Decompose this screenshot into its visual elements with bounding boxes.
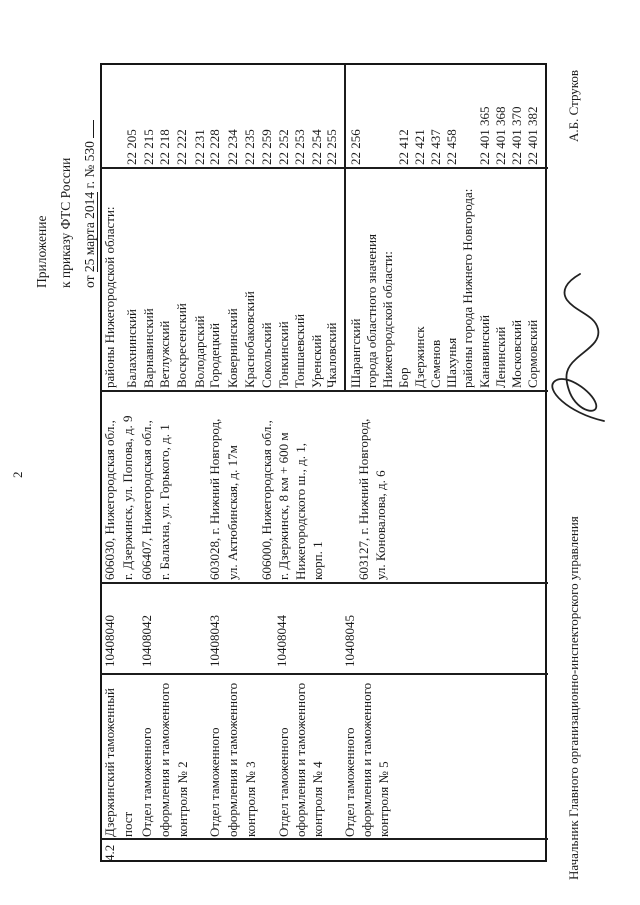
signer-name: А.Б. Струков [566,69,581,142]
district-code: 22 253 [292,129,307,165]
region-note: Нижегородской области: [380,251,395,388]
post-code: 10408043 [207,615,222,667]
table-border-col-name [100,673,548,675]
district-code: 22 401 370 [509,106,524,165]
post-name-line: контроля № 5 [376,761,391,837]
district-name: Сокольский [259,322,274,388]
post-name-line: Отдел таможенного [276,727,291,837]
district-name: Воскресенский [174,303,189,388]
district-name: Чкаловский [324,322,339,388]
district-code: 22 412 [396,129,411,165]
address-line: 606030, Нижегородская обл., [102,420,117,580]
order-prefix: от [82,275,97,288]
post-name-line: оформления и таможенного [225,682,240,837]
district-name: Ковернинский [225,308,240,388]
appendix-header-line2: к приказу ФТС России [58,157,73,288]
district-name: Варнавинский [141,308,156,388]
district-code: 22 458 [444,129,459,165]
district-code: 22 401 368 [493,106,508,165]
district-name: Ленинский [493,326,508,388]
post-name-line: контроля № 2 [175,761,190,837]
district-name: Краснобаковский [242,291,257,388]
district-name: Городецкий [207,322,222,388]
post-name-line: Отдел таможенного [207,727,222,837]
district-name: Тонкинский [276,321,291,388]
district-code: 22 231 [192,129,207,165]
post-code: 10408040 [102,615,117,667]
district-code: 22 235 [242,129,257,165]
order-number-fill-line [82,120,94,138]
district-code: 22 255 [324,129,339,165]
address-line: г. Дзержинск, 8 км + 600 м [276,432,291,580]
district-code: 22 401 365 [477,106,492,165]
address-line: г. Балахна, ул. Горького, д. 1 [157,424,172,580]
region-note: районы города Нижнего Новгорода: [460,188,475,388]
district-name: Володарский [192,315,207,388]
post-name-line: Отдел таможенного [342,727,357,837]
address-line: корп. 1 [310,541,325,580]
district-code: 22 254 [309,129,324,165]
district-code: 22 215 [141,129,156,165]
post-name-line: контроля № 4 [310,761,325,837]
post-name-line: Отдел таможенного [139,727,154,837]
district-code: 22 256 [348,129,363,165]
district-name: Московский [509,319,524,388]
district-code: 22 252 [276,129,291,165]
post-name-line: оформления и таможенного [157,682,172,837]
post-name-line: Дзержинский таможенный [102,688,117,837]
district-code: 22 401 382 [525,106,540,165]
post-name-line: контроля № 3 [243,761,258,837]
order-reference-line [82,120,98,288]
district-name: Балахнинский [124,309,139,388]
region-note: города областного значения [364,233,379,388]
district-name: Семенов [428,339,443,388]
district-name: Канавинский [477,314,492,388]
table-border-col-district [100,167,548,169]
district-name: Шахунья [444,337,459,388]
district-code: 22 421 [412,129,427,165]
post-code: 10408045 [342,615,357,667]
order-number: № 530 [82,141,97,178]
post-code: 10408042 [139,615,154,667]
district-code: 22 259 [259,129,274,165]
post-name-line: оформления и таможенного [359,682,374,837]
district-name: Уренский [309,334,324,388]
district-name: Ветлужский [157,320,172,388]
district-name: Сормовский [525,319,540,388]
address-line: г. Дзержинск, ул. Попова, д. 9 [120,415,135,580]
district-name: Шарангский [348,318,363,388]
address-line: Нижегородского ш., д. 1, [293,443,308,580]
post-name-line: пост [120,811,135,837]
order-date: 25 марта 2014 [82,191,97,273]
district-name: Дзержинск [412,326,427,388]
address-line: 606407, Нижегородская обл., [139,420,154,580]
district-code: 22 234 [225,129,240,165]
post-name-line: оформления и таможенного [293,682,308,837]
address-line: ул. Актюбинская, д. 17м [225,445,240,580]
table-border-col-index [100,838,548,840]
page-number: 2 [10,471,25,478]
address-line: 603028, г. Нижний Новгород, [207,418,222,580]
district-code: 22 205 [124,129,139,165]
footer-title: Начальник Главного организационно-инспекторского управления [566,516,581,880]
district-code: 22 218 [157,129,172,165]
district-code: 22 437 [428,129,443,165]
address-line: 606000, Нижегородская обл., [259,420,274,580]
post-code: 10408044 [274,615,289,667]
address-line: 603127, г. Нижний Новгород, [356,418,371,580]
row-index: 4.2 [102,844,117,861]
region-note: районы Нижегородской области: [102,206,117,388]
district-name: Бор [396,367,411,388]
order-unit: г. [82,181,97,189]
address-line: ул. Коновалова, д. 6 [373,470,388,580]
appendix-header-line1: Приложение [34,215,49,288]
district-code: 22 222 [174,129,189,165]
signature-scribble [538,262,623,437]
table-border-col-address [100,390,548,392]
table-border-row5-separator [344,65,346,392]
district-code: 22 228 [207,129,222,165]
district-name: Тоншаевский [292,313,307,388]
table-border-col-code [100,582,548,584]
